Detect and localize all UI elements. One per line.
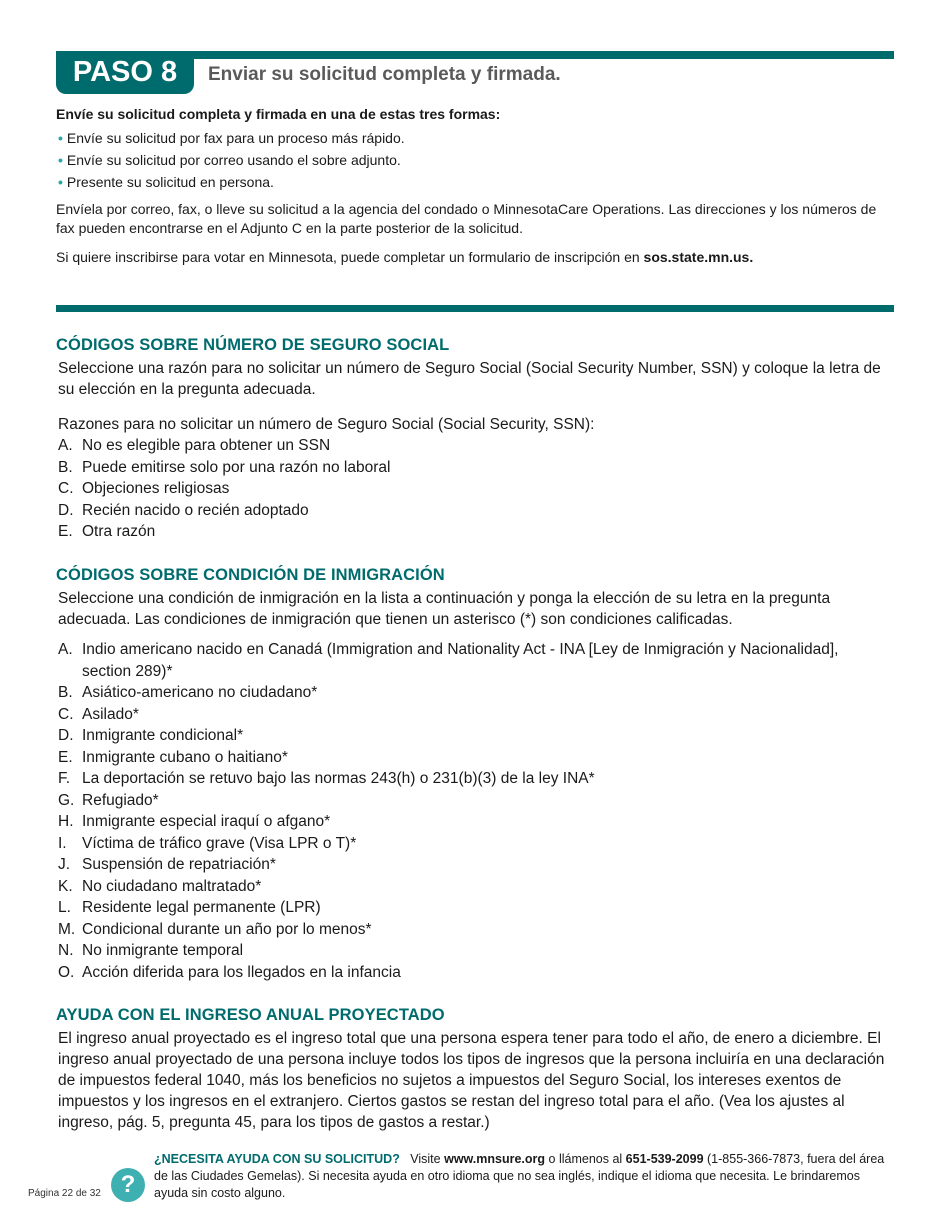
- code-text: Inmigrante condicional*: [82, 727, 244, 744]
- list-item: [58, 854, 882, 876]
- code-text: Puede emitirse solo por una razón no laboral: [82, 458, 391, 476]
- list-item: [58, 682, 882, 704]
- list-item: [58, 521, 882, 543]
- mailing-paragraph: Envíela por correo, fax, o lleve su solicitud a la agencia del condado o MinnesotaCare Operations. Las direcciones y los números de fax pueden encontrarse en el Adjunto C en la parte posterior de la solicitud.: [56, 201, 877, 236]
- mnsure-link[interactable]: www.mnsure.org: [444, 1152, 546, 1166]
- code-text: Residente legal permanente (LPR): [82, 899, 321, 916]
- section-divider: [56, 305, 894, 312]
- code-text: Inmigrante especial iraquí o afgano*: [82, 813, 331, 830]
- submission-methods-list: [58, 127, 405, 193]
- help-visit: Visite: [410, 1152, 441, 1166]
- list-item: [58, 790, 882, 812]
- list-item: [58, 704, 882, 726]
- help-question: ¿NECESITA AYUDA CON SU SOLICITUD?: [154, 1152, 400, 1166]
- code-text: No inmigrante temporal: [82, 942, 244, 959]
- list-item: [58, 457, 882, 479]
- code-text: Condicional durante un año por lo menos*: [82, 920, 372, 938]
- list-item: [58, 478, 882, 500]
- code-letter: O.: [58, 963, 75, 981]
- list-item: [58, 768, 882, 790]
- code-letter: D.: [58, 501, 74, 519]
- ssn-codes-list: [58, 435, 882, 543]
- code-letter: E.: [58, 523, 73, 540]
- list-item: [58, 833, 882, 855]
- ssn-instruction: Seleccione una razón para no solicitar un número de Seguro Social (Social Security Number, SSN) y coloque la letra de su elección en la pregunta adecuada.: [58, 360, 881, 398]
- code-text: Víctima de tráfico grave (Visa LPR o T)*: [82, 834, 357, 852]
- list-item: [58, 127, 405, 149]
- intro-title: Envíe su solicitud completa y firmada en una de estas tres formas:: [56, 106, 501, 122]
- code-letter: B.: [58, 458, 73, 476]
- list-item: [58, 500, 882, 522]
- code-text: Asiático-americano no ciudadano*: [82, 684, 318, 701]
- code-letter: G.: [58, 791, 75, 809]
- list-item: [58, 897, 882, 919]
- list-item: [58, 811, 882, 833]
- code-letter: H.: [58, 813, 74, 830]
- code-letter: M.: [58, 920, 76, 938]
- immigration-codes-list: [58, 639, 882, 983]
- list-item: [58, 876, 882, 898]
- ssn-codes-heading: CÓDIGOS SOBRE NÚMERO DE SEGURO SOCIAL: [56, 336, 450, 354]
- help-phone[interactable]: 651-539-2099: [625, 1152, 704, 1166]
- voter-registration-text: Si quiere inscribirse para votar en Minnesota, puede completar un formulario de inscripción en: [56, 249, 644, 265]
- income-explanation: El ingreso anual proyectado es el ingreso total que una persona espera tener para todo el año, de enero a diciembre. El ingreso anual proyectado de una persona incluye todos los tipos de ingresos que la persona incluiría en una declaración de impuestos federal 1040, más los beneficios no sujetos a impuestos del Seguro Social, los intereses exentos de impuestos y los ingresos en el extranjero. Ciertos gastos se restan del ingreso total para el año. (Vea los ajustes al ingreso, pág. 5, pregunta 45, para los tipos de gastos a restar.): [58, 1030, 885, 1131]
- code-text: Suspensión de repatriación*: [82, 856, 276, 873]
- code-letter: J.: [58, 856, 71, 873]
- list-item: [58, 725, 882, 747]
- income-heading: AYUDA CON EL INGRESO ANUAL PROYECTADO: [56, 1006, 445, 1024]
- code-letter: A.: [58, 437, 73, 454]
- code-letter: E.: [58, 748, 73, 766]
- list-item: [58, 149, 405, 171]
- page-number: Página 22 de 32: [28, 1188, 101, 1199]
- voter-registration-paragraph: [56, 248, 896, 267]
- list-item: [58, 747, 882, 769]
- code-letter: A.: [58, 641, 73, 658]
- question-icon: ?: [111, 1168, 145, 1202]
- code-text: Recién nacido o recién adoptado: [82, 501, 309, 519]
- list-item: [58, 962, 882, 984]
- list-item: [58, 435, 882, 457]
- help-footer: [154, 1151, 889, 1202]
- code-text: La deportación se retuvo bajo las normas 243(h) o 231(b)(3) de la ley INA*: [82, 770, 595, 787]
- code-letter: B.: [58, 684, 73, 701]
- code-text: Inmigrante cubano o haitiano*: [82, 748, 288, 766]
- immigration-instruction: Seleccione una condición de inmigración en la lista a continuación y ponga la elección de su letra en la pregunta adecuada. Las condiciones de inmigración que tienen un asterisco (*) son condiciones calificadas.: [58, 590, 831, 628]
- code-text: No ciudadano maltratado*: [82, 877, 262, 895]
- list-item: [58, 639, 882, 682]
- code-text: Asilado*: [82, 705, 139, 723]
- help-details: (1-855-366-7873, fuera del área de las Ciudades Gemelas). Si necesita ayuda en otro idioma que no sea inglés, indique el idioma que necesita. Le brindaremos ayuda sin costo alguno.: [154, 1152, 885, 1200]
- bullet-text: Envíe su solicitud por fax para un proceso más rápido.: [66, 130, 405, 146]
- code-text: Indio americano nacido en Canadá (Immigration and Nationality Act - INA [Ley de Inmigración y Nacionalidad], section 289)*: [82, 641, 839, 680]
- immigration-codes-heading: CÓDIGOS SOBRE CONDICIÓN DE INMIGRACIÓN: [56, 566, 445, 584]
- code-letter: N.: [58, 942, 74, 959]
- code-text: Objeciones religiosas: [82, 480, 230, 497]
- code-letter: F.: [58, 770, 71, 787]
- ssn-list-title: Razones para no solicitar un número de Seguro Social (Social Security, SSN):: [58, 416, 595, 433]
- code-text: Otra razón: [82, 523, 156, 540]
- code-letter: C.: [58, 480, 74, 497]
- step-title: Enviar su solicitud completa y firmada.: [208, 64, 561, 85]
- code-letter: I.: [58, 834, 67, 852]
- code-letter: K.: [58, 877, 73, 895]
- code-letter: C.: [58, 705, 74, 723]
- code-letter: D.: [58, 727, 74, 744]
- bullet-icon: •: [58, 152, 63, 168]
- code-text: No es elegible para obtener un SSN: [82, 437, 331, 454]
- code-text: Acción diferida para los llegados en la infancia: [82, 963, 401, 981]
- code-letter: L.: [58, 899, 71, 916]
- step-badge: PASO 8: [56, 51, 194, 94]
- bullet-icon: •: [58, 130, 63, 146]
- bullet-text: Envíe su solicitud por correo usando el sobre adjunto.: [66, 152, 401, 168]
- bullet-text: Presente su solicitud en persona.: [66, 174, 274, 190]
- voter-registration-link[interactable]: sos.state.mn.us.: [643, 249, 754, 265]
- list-item: [58, 940, 882, 962]
- code-text: Refugiado*: [82, 791, 159, 809]
- list-item: [58, 919, 882, 941]
- bullet-icon: •: [58, 174, 63, 190]
- help-call: o llámenos al: [548, 1152, 623, 1166]
- list-item: [58, 171, 405, 193]
